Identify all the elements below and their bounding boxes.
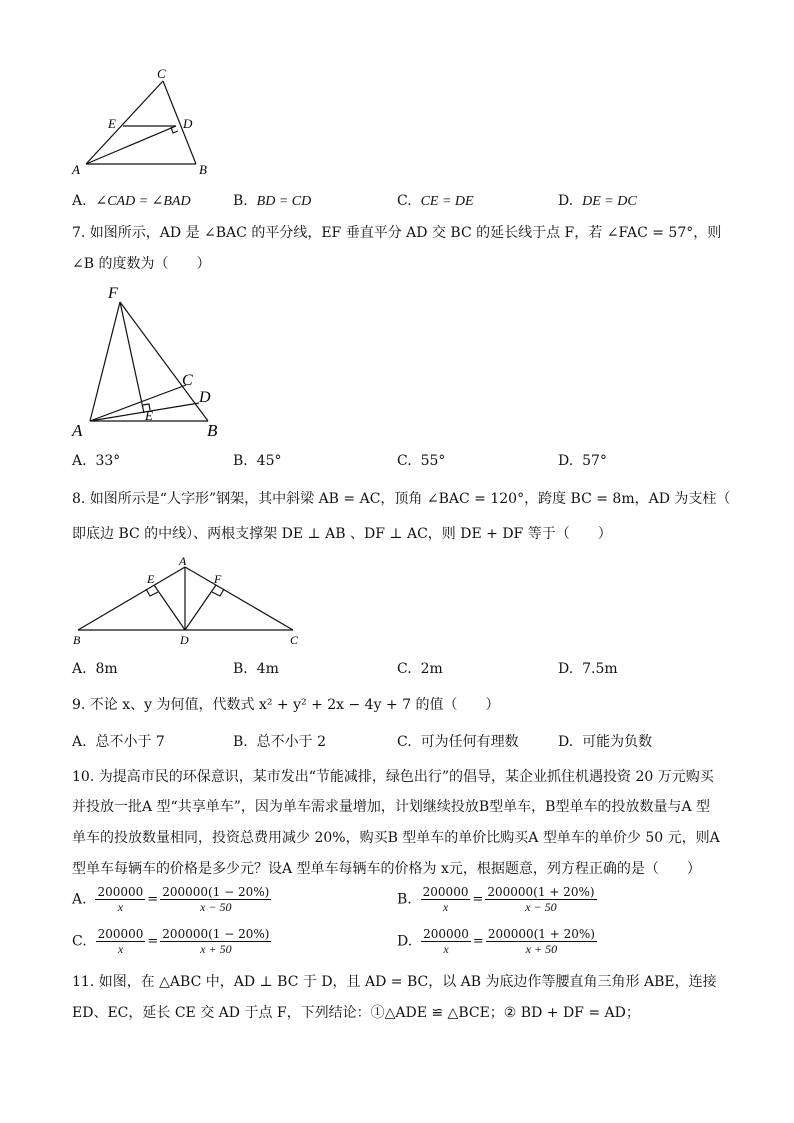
fig6-label-e: E	[108, 116, 116, 131]
fig7-label-c: C	[182, 372, 193, 389]
q10-text-line3: 单车的投放数量相同，投资总费用减少 20%，购买B 型单车的单价比购买A 型单车的单价少 50 元，则A	[72, 830, 720, 846]
fig6-label-c: C	[157, 66, 166, 81]
fig7-label-e: E	[145, 408, 153, 423]
fig8-label-b: B	[73, 633, 81, 647]
q7-option-a: A. 33°	[72, 453, 121, 469]
q11-text-line2: ED、EC，延长 CE 交 AD 于点 F，下列结论：①△ADE ≌ △BCE；② BD + DF = AD；	[72, 1005, 640, 1021]
fig6-label-b: B	[199, 162, 207, 177]
q7-option-b: B. 45°	[233, 453, 282, 469]
fig6-label-a: A	[72, 162, 80, 177]
q7-option-c: C. 55°	[397, 453, 446, 469]
q11-text-line1: 11. 如图，在 △ABC 中，AD ⊥ BC 于 D，且 AD = BC，以 AB 为底边作等腰直角三角形 ABE，连接	[72, 974, 717, 990]
q10-option-c: C. $\frac{200000}{x}$ = $\frac{200000(1 - 20\%)}{x + 50}$	[72, 927, 270, 956]
figure-q7	[66, 278, 236, 440]
q9-option-c: C. 可为任何有理数	[397, 734, 519, 750]
fig8-label-a: A	[179, 554, 187, 568]
fig7-label-f: F	[108, 285, 118, 302]
q9-option-b: B. 总不小于 2	[233, 734, 327, 750]
q6-option-d: D. DE = DC	[558, 193, 637, 209]
fig6-label-d: D	[183, 116, 193, 131]
figure-q6	[60, 66, 220, 180]
fig8-label-c: C	[290, 633, 299, 647]
figure-q8	[66, 552, 306, 648]
q8-option-b: B. 4m	[233, 661, 279, 677]
q7-text-line2: ∠B 的度数为（ ）	[72, 256, 211, 272]
fig7-label-d: D	[199, 389, 211, 406]
q10-option-a: A. $\frac{200000}{x}$ = $\frac{200000(1 - 20\%)}{x - 50}$	[72, 885, 270, 914]
q9-option-a: A. 总不小于 7	[72, 734, 165, 750]
q10-text-line4: 型单车每辆车的价格是多少元？设A 型单车每辆车的价格为 x元，根据题意，列方程正确的是（ ）	[72, 861, 701, 877]
q7-text-line1: 7. 如图所示，AD 是 ∠BAC 的平分线，EF 垂直平分 AD 交 BC 的延长线于点 F，若 ∠FAC = 57°，则	[72, 225, 722, 241]
q8-option-c: C. 2m	[397, 661, 443, 677]
q6-option-a: A. ∠CAD = ∠BAD	[72, 193, 191, 209]
q7-option-d: D. 57°	[558, 453, 607, 469]
q6-option-c: C. CE = DE	[397, 193, 474, 209]
q8-option-d: D. 7.5m	[558, 661, 618, 677]
fig7-label-a: A	[72, 421, 83, 440]
q9-option-d: D. 可能为负数	[558, 734, 653, 750]
fig8-label-e: E	[147, 572, 155, 586]
fig8-label-f: F	[214, 572, 222, 586]
q10-text-line2: 并投放一批A 型“共享单车”，因为单车需求量增加，计划继续投放B型单车，B型单车的投放数量与A 型	[72, 799, 711, 815]
q8-option-a: A. 8m	[72, 661, 118, 677]
q6-option-b: B. BD = CD	[233, 193, 312, 209]
q8-text-line2: 即底边 BC 的中线）、两根支撑架 DE ⊥ AB 、DF ⊥ AC，则 DE + DF 等于（ ）	[72, 526, 612, 542]
q10-text-line1: 10. 为提高市民的环保意识，某市发出“节能减排，绿色出行”的倡导，某企业抓住机遇投资 20 万元购买	[72, 769, 714, 785]
fig7-label-b: B	[207, 421, 218, 440]
q9-text-line1: 9. 不论 x、y 为何值，代数式 x² + y² + 2x − 4y + 7 的值（ ）	[72, 697, 500, 713]
q10-option-b: B. $\frac{200000}{x}$ = $\frac{200000(1 + 20\%)}{x - 50}$	[397, 885, 595, 914]
q10-option-d: D. $\frac{200000}{x}$ = $\frac{200000(1 + 20\%)}{x + 50}$	[397, 927, 595, 956]
q8-text-line1: 8. 如图所示是“人字形”钢架，其中斜梁 AB = AC，顶角 ∠BAC = 120°，跨度 BC = 8m，AD 为支柱（	[72, 491, 731, 507]
fig8-label-d: D	[180, 633, 189, 647]
